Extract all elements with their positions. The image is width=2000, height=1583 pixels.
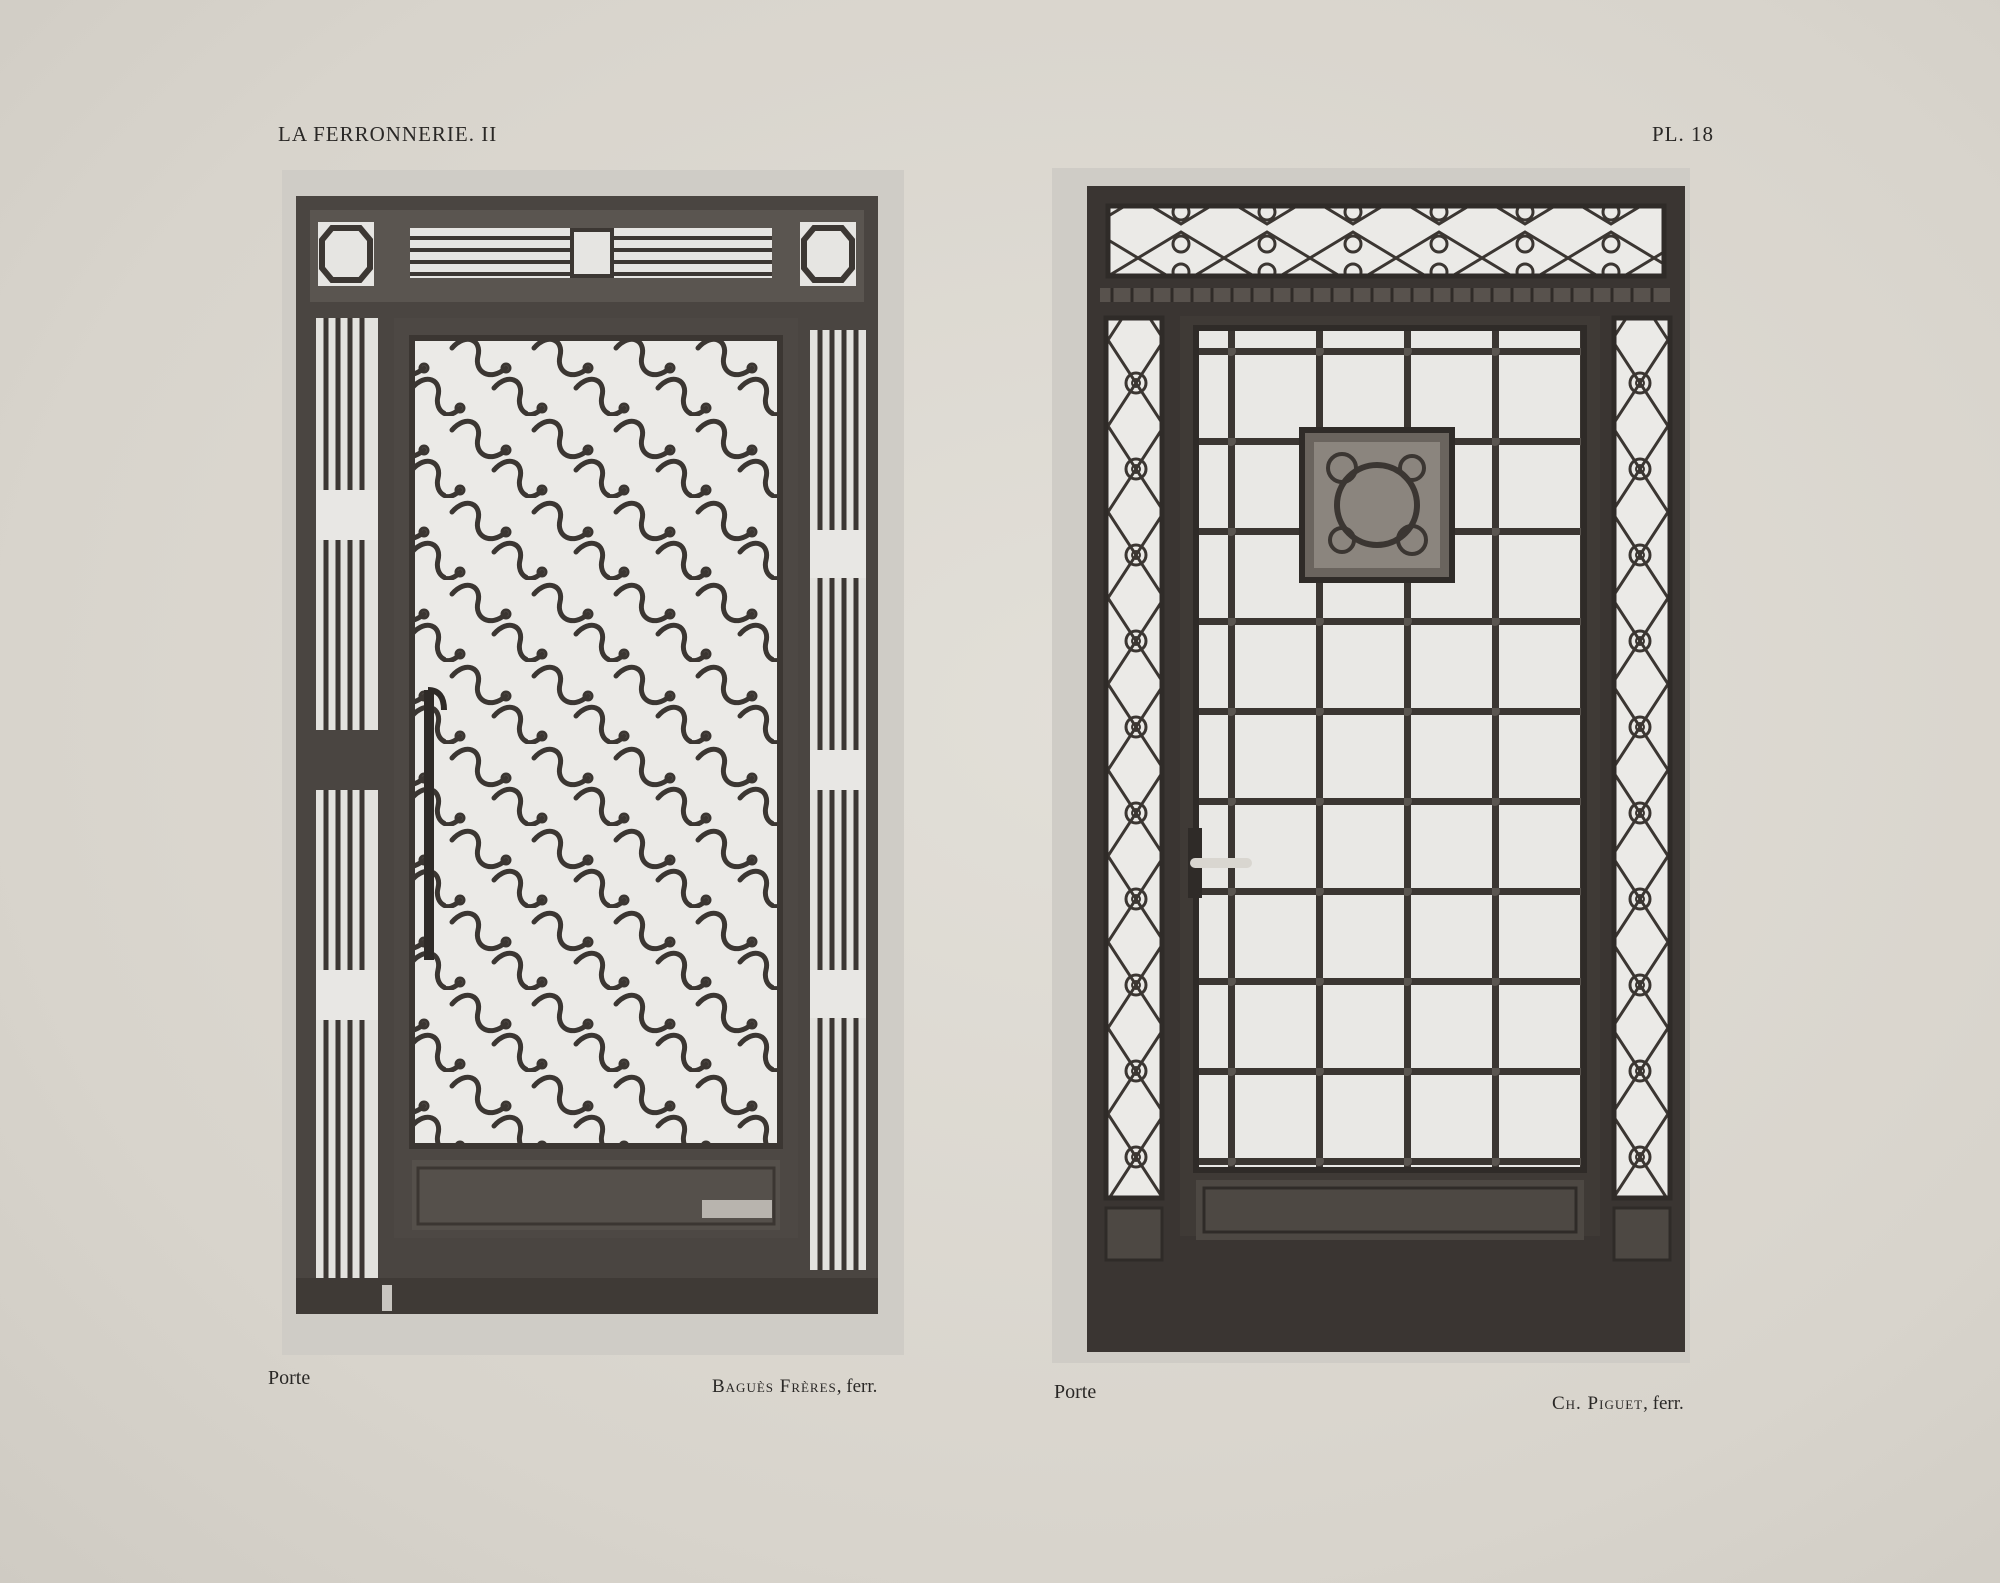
left-caption-maker xyxy=(712,1376,877,1398)
right-caption-maker xyxy=(1552,1393,1684,1415)
left-maker-suffix: , ferr. xyxy=(836,1376,878,1397)
wrought-iron-door-wave-grille xyxy=(282,170,904,1355)
right-maker-name: Ch. Piguet xyxy=(1552,1393,1644,1414)
door-photograph-left xyxy=(282,170,904,1355)
wrought-iron-door-grid xyxy=(1052,168,1690,1363)
left-caption-title: Porte xyxy=(268,1367,311,1389)
running-head-title: LA FERRONNERIE. II xyxy=(278,122,498,146)
door-photograph-right xyxy=(1052,168,1690,1363)
plate-number: PL. 18 xyxy=(1652,122,1715,146)
left-maker-name: Baguès Frères xyxy=(712,1376,837,1397)
right-maker-suffix: , ferr. xyxy=(1643,1393,1684,1414)
right-caption-title: Porte xyxy=(1054,1381,1097,1403)
